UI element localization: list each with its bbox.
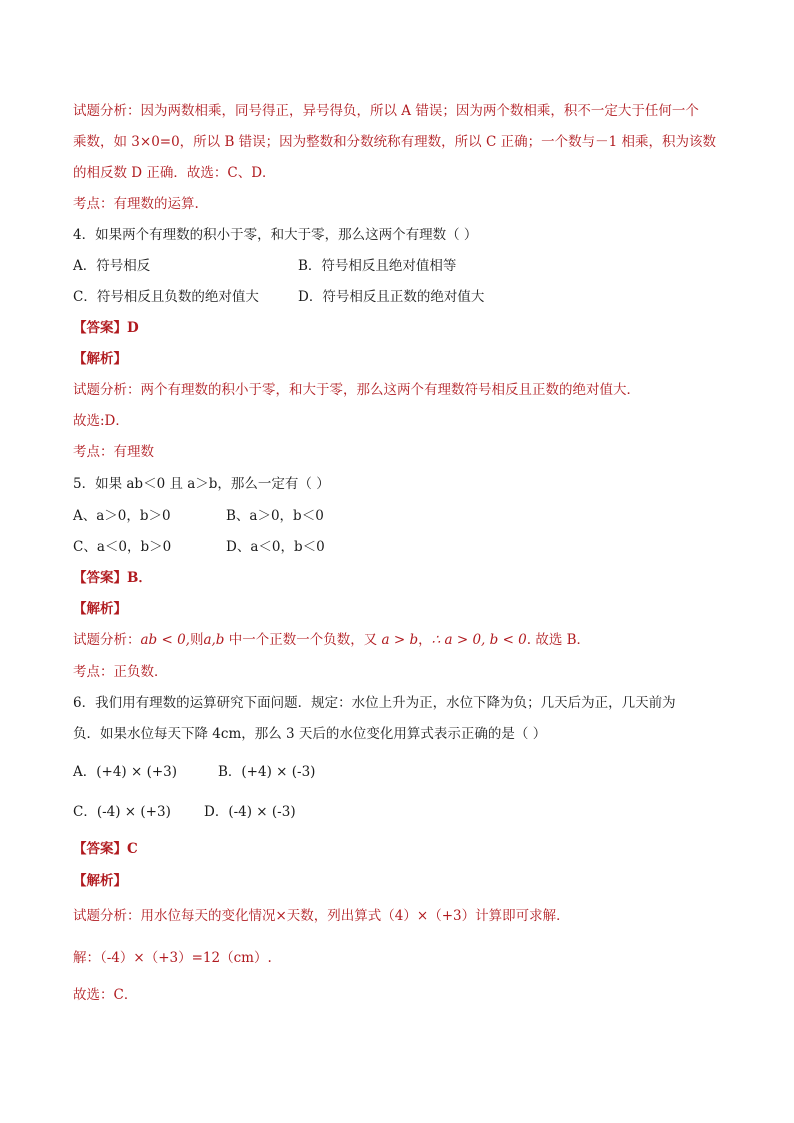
q4-jiexi: 【解析】 — [73, 351, 127, 367]
q5-option-d: D、a＜0，b＜0 — [226, 539, 325, 555]
q4-stem: 4．如果两个有理数的积小于零，和大于零，那么这两个有理数（ ） — [73, 227, 478, 243]
q5-analysis-math-2: a,b — [203, 632, 225, 648]
q5-analysis-mid-2: 中一个正数一个负数，又 — [224, 632, 382, 648]
q3-analysis-line-2: 乘数，如 3×0=0，所以 B 错误；因为整数和分数统称有理数，所以 C 正确；一个数与－1 相乘，积为该数 — [73, 134, 716, 150]
q5-analysis-math-3: a > b — [381, 632, 419, 648]
q4-analysis: 试题分析：两个有理数的积小于零，和大于零，那么这两个有理数符号相反且正数的绝对值大． — [73, 382, 640, 398]
q6-jiexi: 【解析】 — [73, 873, 127, 889]
q3-analysis-line-3: 的相反数 D 正确．故选：C、D． — [73, 165, 276, 181]
q4-option-d: D．符号相反且正数的绝对值大 — [298, 289, 485, 305]
q5-jiexi: 【解析】 — [73, 601, 127, 617]
q6-option-a: A．(+4) × (+3) — [73, 764, 178, 780]
q5-analysis-suffix: . 故选 B． — [526, 632, 591, 648]
q5-analysis-prefix: 试题分析： — [73, 632, 141, 648]
q4-answer: 【答案】D — [73, 320, 139, 336]
q5-kaodian: 考点：正负数． — [73, 664, 168, 680]
q5-stem: 5．如果 ab＜0 且 a＞b，那么一定有（ ） — [73, 476, 330, 492]
q6-analysis: 试题分析：用水位每天的变化情况×天数，列出算式（4）×（+3）计算即可求解． — [73, 908, 570, 924]
q4-option-c: C．符号相反且负数的绝对值大 — [73, 289, 259, 305]
q5-option-a: A、a＞0，b＞0 — [73, 508, 171, 524]
q6-option-c: C．(-4) × (+3) — [73, 804, 171, 820]
q6-stem-line-1: 6．我们用有理数的运算研究下面问题．规定：水位上升为正，水位下降为负；几天后为正，几天前为 — [73, 695, 676, 711]
q5-analysis — [73, 630, 590, 650]
q5-analysis-math-1: ab < 0, — [140, 632, 190, 648]
q4-choose: 故选:D． — [73, 413, 129, 429]
q6-solution: 解：（-4）×（+3）=12（cm）. — [73, 950, 272, 966]
q5-option-b: B、a＞0，b＜0 — [226, 508, 324, 524]
q6-option-b: B．(+4) × (-3) — [218, 764, 316, 780]
q6-choose: 故选：C． — [73, 987, 138, 1003]
q6-stem-line-2: 负．如果水位每天下降 4cm，那么 3 天后的水位变化用算式表示正确的是（ ） — [73, 726, 547, 742]
q3-analysis-line-1: 试题分析：因为两数相乘，同号得正，异号得负，所以 A 错误；因为两个数相乘，积不一定大于任何一个 — [73, 103, 699, 119]
q4-kaodian: 考点：有理数 — [73, 444, 154, 460]
q4-option-b: B．符号相反且绝对值相等 — [298, 258, 457, 274]
q5-analysis-mid-3: ， — [418, 632, 432, 648]
q3-kaodian: 考点：有理数的运算. — [73, 196, 199, 212]
q4-option-a: A．符号相反 — [73, 258, 151, 274]
q5-analysis-mid-1: 则 — [189, 632, 204, 648]
q5-analysis-math-4: ∴ a > 0, b < 0 — [431, 632, 527, 648]
q5-option-c: C、a＜0，b＞0 — [73, 539, 172, 555]
q6-option-d: D．(-4) × (-3) — [204, 804, 296, 820]
q6-answer: 【答案】C — [73, 841, 138, 857]
q5-answer: 【答案】B． — [73, 570, 152, 586]
